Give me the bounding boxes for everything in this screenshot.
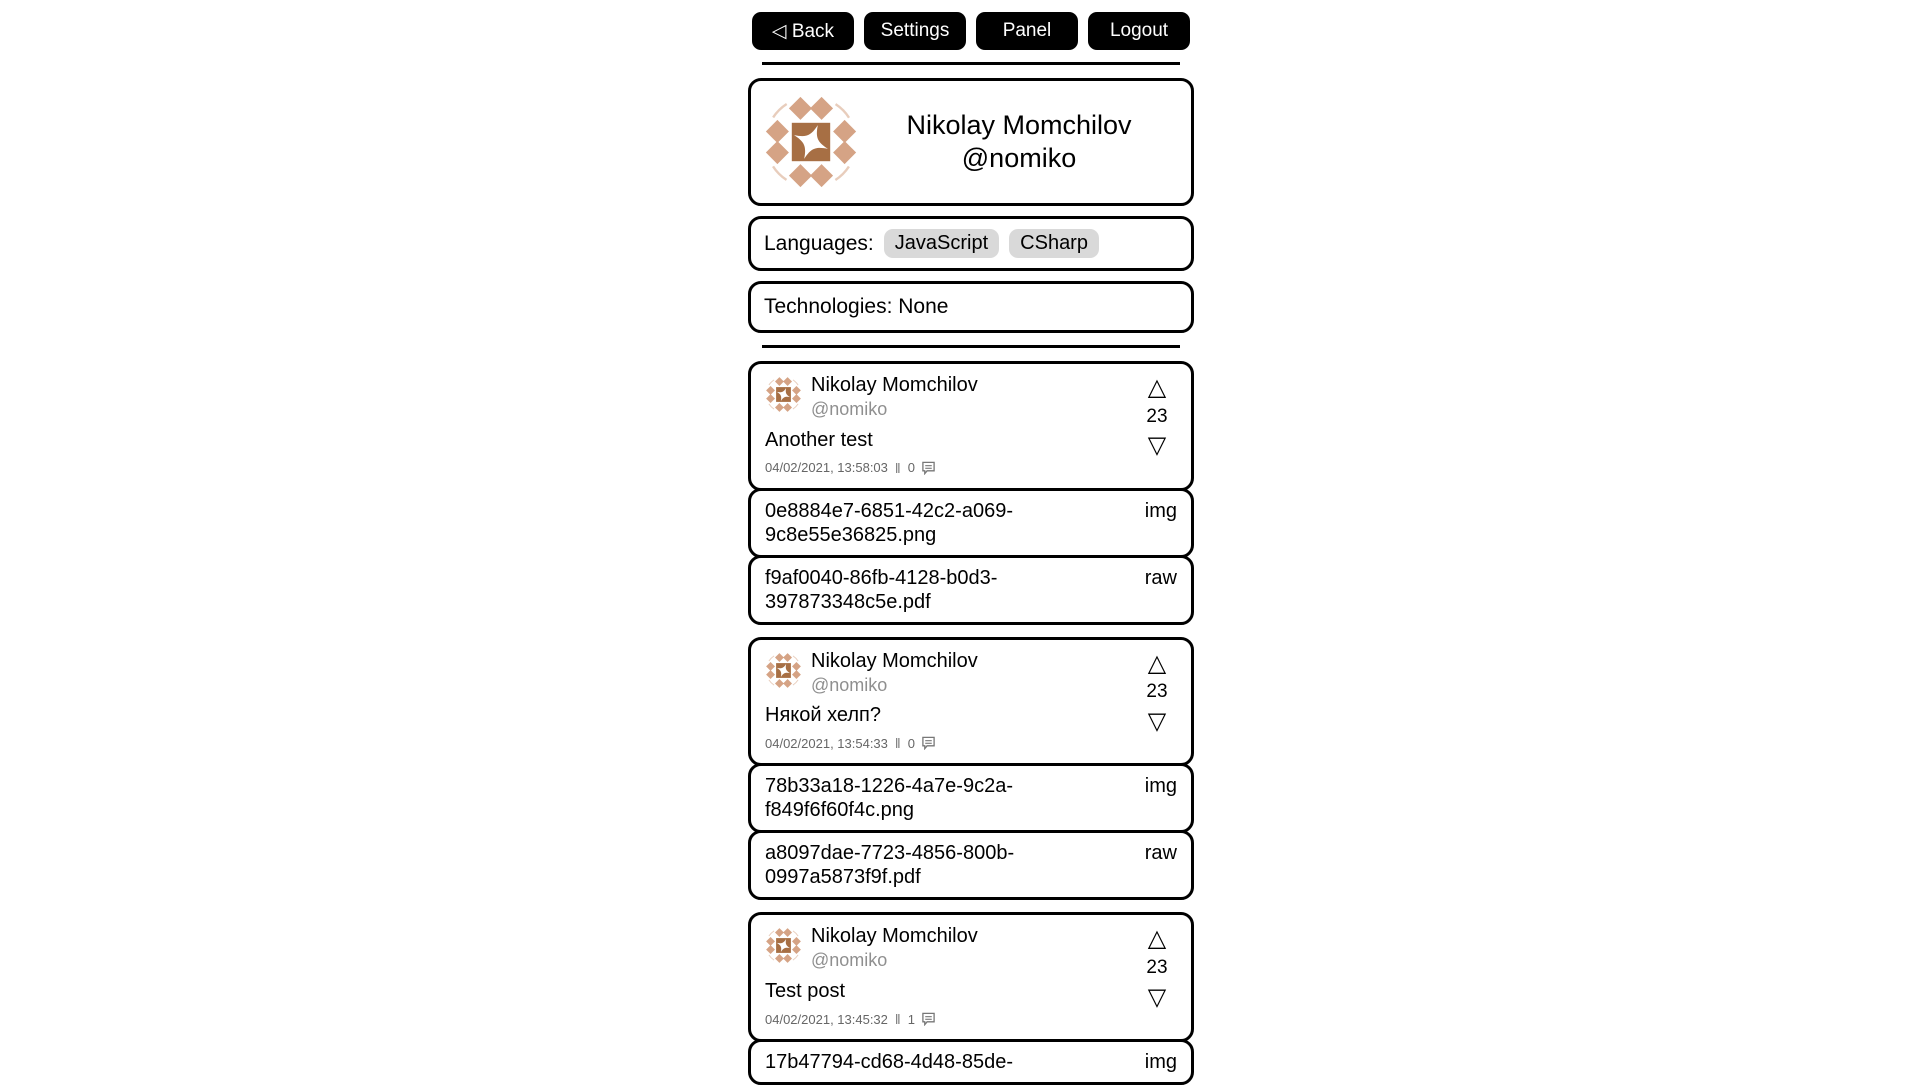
profile-names	[859, 109, 1179, 175]
attachment-filename: 0e8884e7-6851-42c2-a069-9c8e55e36825.png	[765, 499, 1013, 546]
profile-avatar	[763, 94, 859, 190]
comment-count: 1	[907, 1011, 915, 1027]
post-card	[748, 912, 1194, 1042]
comments-icon	[921, 1012, 936, 1026]
downvote-button[interactable]: ▽	[1138, 432, 1176, 460]
post-author-avatar	[765, 927, 802, 964]
meta-separator: ‖	[894, 735, 901, 752]
attachment-type-label: img	[1144, 775, 1177, 798]
post-author-name: Nikolay Momchilov	[811, 649, 978, 672]
post-author-row	[765, 374, 1177, 420]
post-author-name: Nikolay Momchilov	[811, 374, 978, 396]
vote-column	[1138, 925, 1176, 1011]
post-author-handle: @nomiko	[811, 399, 888, 419]
upvote-button[interactable]: △	[1138, 374, 1176, 402]
post	[748, 637, 1194, 901]
post-author-block	[811, 925, 978, 971]
profile-card	[748, 78, 1194, 206]
attachment-row[interactable]	[748, 488, 1194, 558]
post-author-block	[811, 374, 978, 420]
attachment-filename: f9af0040-86fb-4128-b0d3-397873348c5e.pdf	[765, 566, 998, 613]
post-author-block	[811, 650, 978, 696]
meta-separator: ‖	[894, 459, 901, 476]
downvote-button[interactable]: ▽	[1138, 984, 1176, 1012]
post-title[interactable]: Test post	[765, 980, 846, 1003]
post-meta	[765, 735, 1177, 751]
post-author-handle: @nomiko	[811, 674, 888, 695]
vote-column	[1138, 650, 1176, 736]
posts-divider	[762, 345, 1180, 348]
post-timestamp: 04/02/2021, 13:45:32	[765, 1011, 888, 1027]
profile-handle: @nomiko	[961, 143, 1077, 173]
post-author-row	[765, 925, 1177, 971]
top-divider	[762, 62, 1180, 65]
post-author-name: Nikolay Momchilov	[811, 925, 978, 948]
post-title[interactable]: Another test	[765, 428, 873, 451]
back-button[interactable]: ◁ Back	[752, 12, 854, 50]
post-card	[748, 637, 1194, 767]
post-timestamp: 04/02/2021, 13:58:03	[765, 460, 888, 476]
language-chip-javascript: JavaScript	[884, 229, 999, 258]
meta-separator: ‖	[894, 1011, 901, 1028]
post-card	[748, 361, 1194, 491]
vote-column	[1138, 374, 1176, 460]
toolbar	[748, 0, 1194, 50]
attachment-type-label: img	[1144, 1051, 1177, 1074]
attachment-filename: a8097dae-7723-4856-800b-0997a5873f9f.pdf	[765, 842, 1015, 889]
attachment-row[interactable]	[748, 555, 1194, 625]
languages-card	[748, 216, 1194, 271]
attachment-row[interactable]	[748, 830, 1194, 900]
panel-button[interactable]: Panel	[976, 12, 1078, 50]
comment-count: 0	[907, 735, 915, 751]
attachment-row[interactable]	[748, 763, 1194, 833]
profile-name: Nikolay Momchilov	[906, 110, 1132, 141]
language-chip-csharp: CSharp	[1009, 229, 1099, 258]
logout-button[interactable]: Logout	[1088, 12, 1190, 50]
post-author-avatar	[765, 376, 802, 413]
upvote-button[interactable]: △	[1138, 650, 1176, 678]
post	[748, 361, 1194, 625]
technologies-label: Technologies: None	[764, 295, 949, 318]
post-meta	[765, 1011, 1177, 1027]
post	[748, 912, 1194, 1085]
comments-icon	[921, 736, 936, 750]
post-timestamp: 04/02/2021, 13:54:33	[765, 735, 888, 751]
post-author-avatar	[765, 652, 802, 689]
downvote-button[interactable]: ▽	[1138, 708, 1176, 736]
attachment-filename: 17b47794-cd68-4d48-85de-	[765, 1051, 1013, 1074]
post-title[interactable]: Някой хелп?	[765, 704, 881, 727]
comments-icon	[921, 461, 936, 475]
attachment-type-label: img	[1144, 499, 1177, 522]
attachment-type-label: raw	[1144, 566, 1177, 589]
profile-page	[748, 0, 1194, 1085]
upvote-button[interactable]: △	[1138, 925, 1176, 953]
attachment-row[interactable]	[748, 1039, 1194, 1085]
post-author-handle: @nomiko	[811, 950, 888, 971]
post-author-row	[765, 650, 1177, 696]
comment-count: 0	[907, 460, 915, 476]
settings-button[interactable]: Settings	[864, 12, 966, 50]
vote-count: 23	[1146, 681, 1168, 703]
attachment-type-label: raw	[1144, 842, 1177, 865]
post-meta	[765, 460, 1177, 476]
attachment-filename: 78b33a18-1226-4a7e-9c2a-f849f6f60f4c.png	[765, 775, 1013, 822]
vote-count: 23	[1146, 405, 1168, 427]
technologies-card	[748, 281, 1194, 333]
vote-count: 23	[1146, 956, 1168, 978]
languages-label: Languages:	[764, 231, 874, 255]
